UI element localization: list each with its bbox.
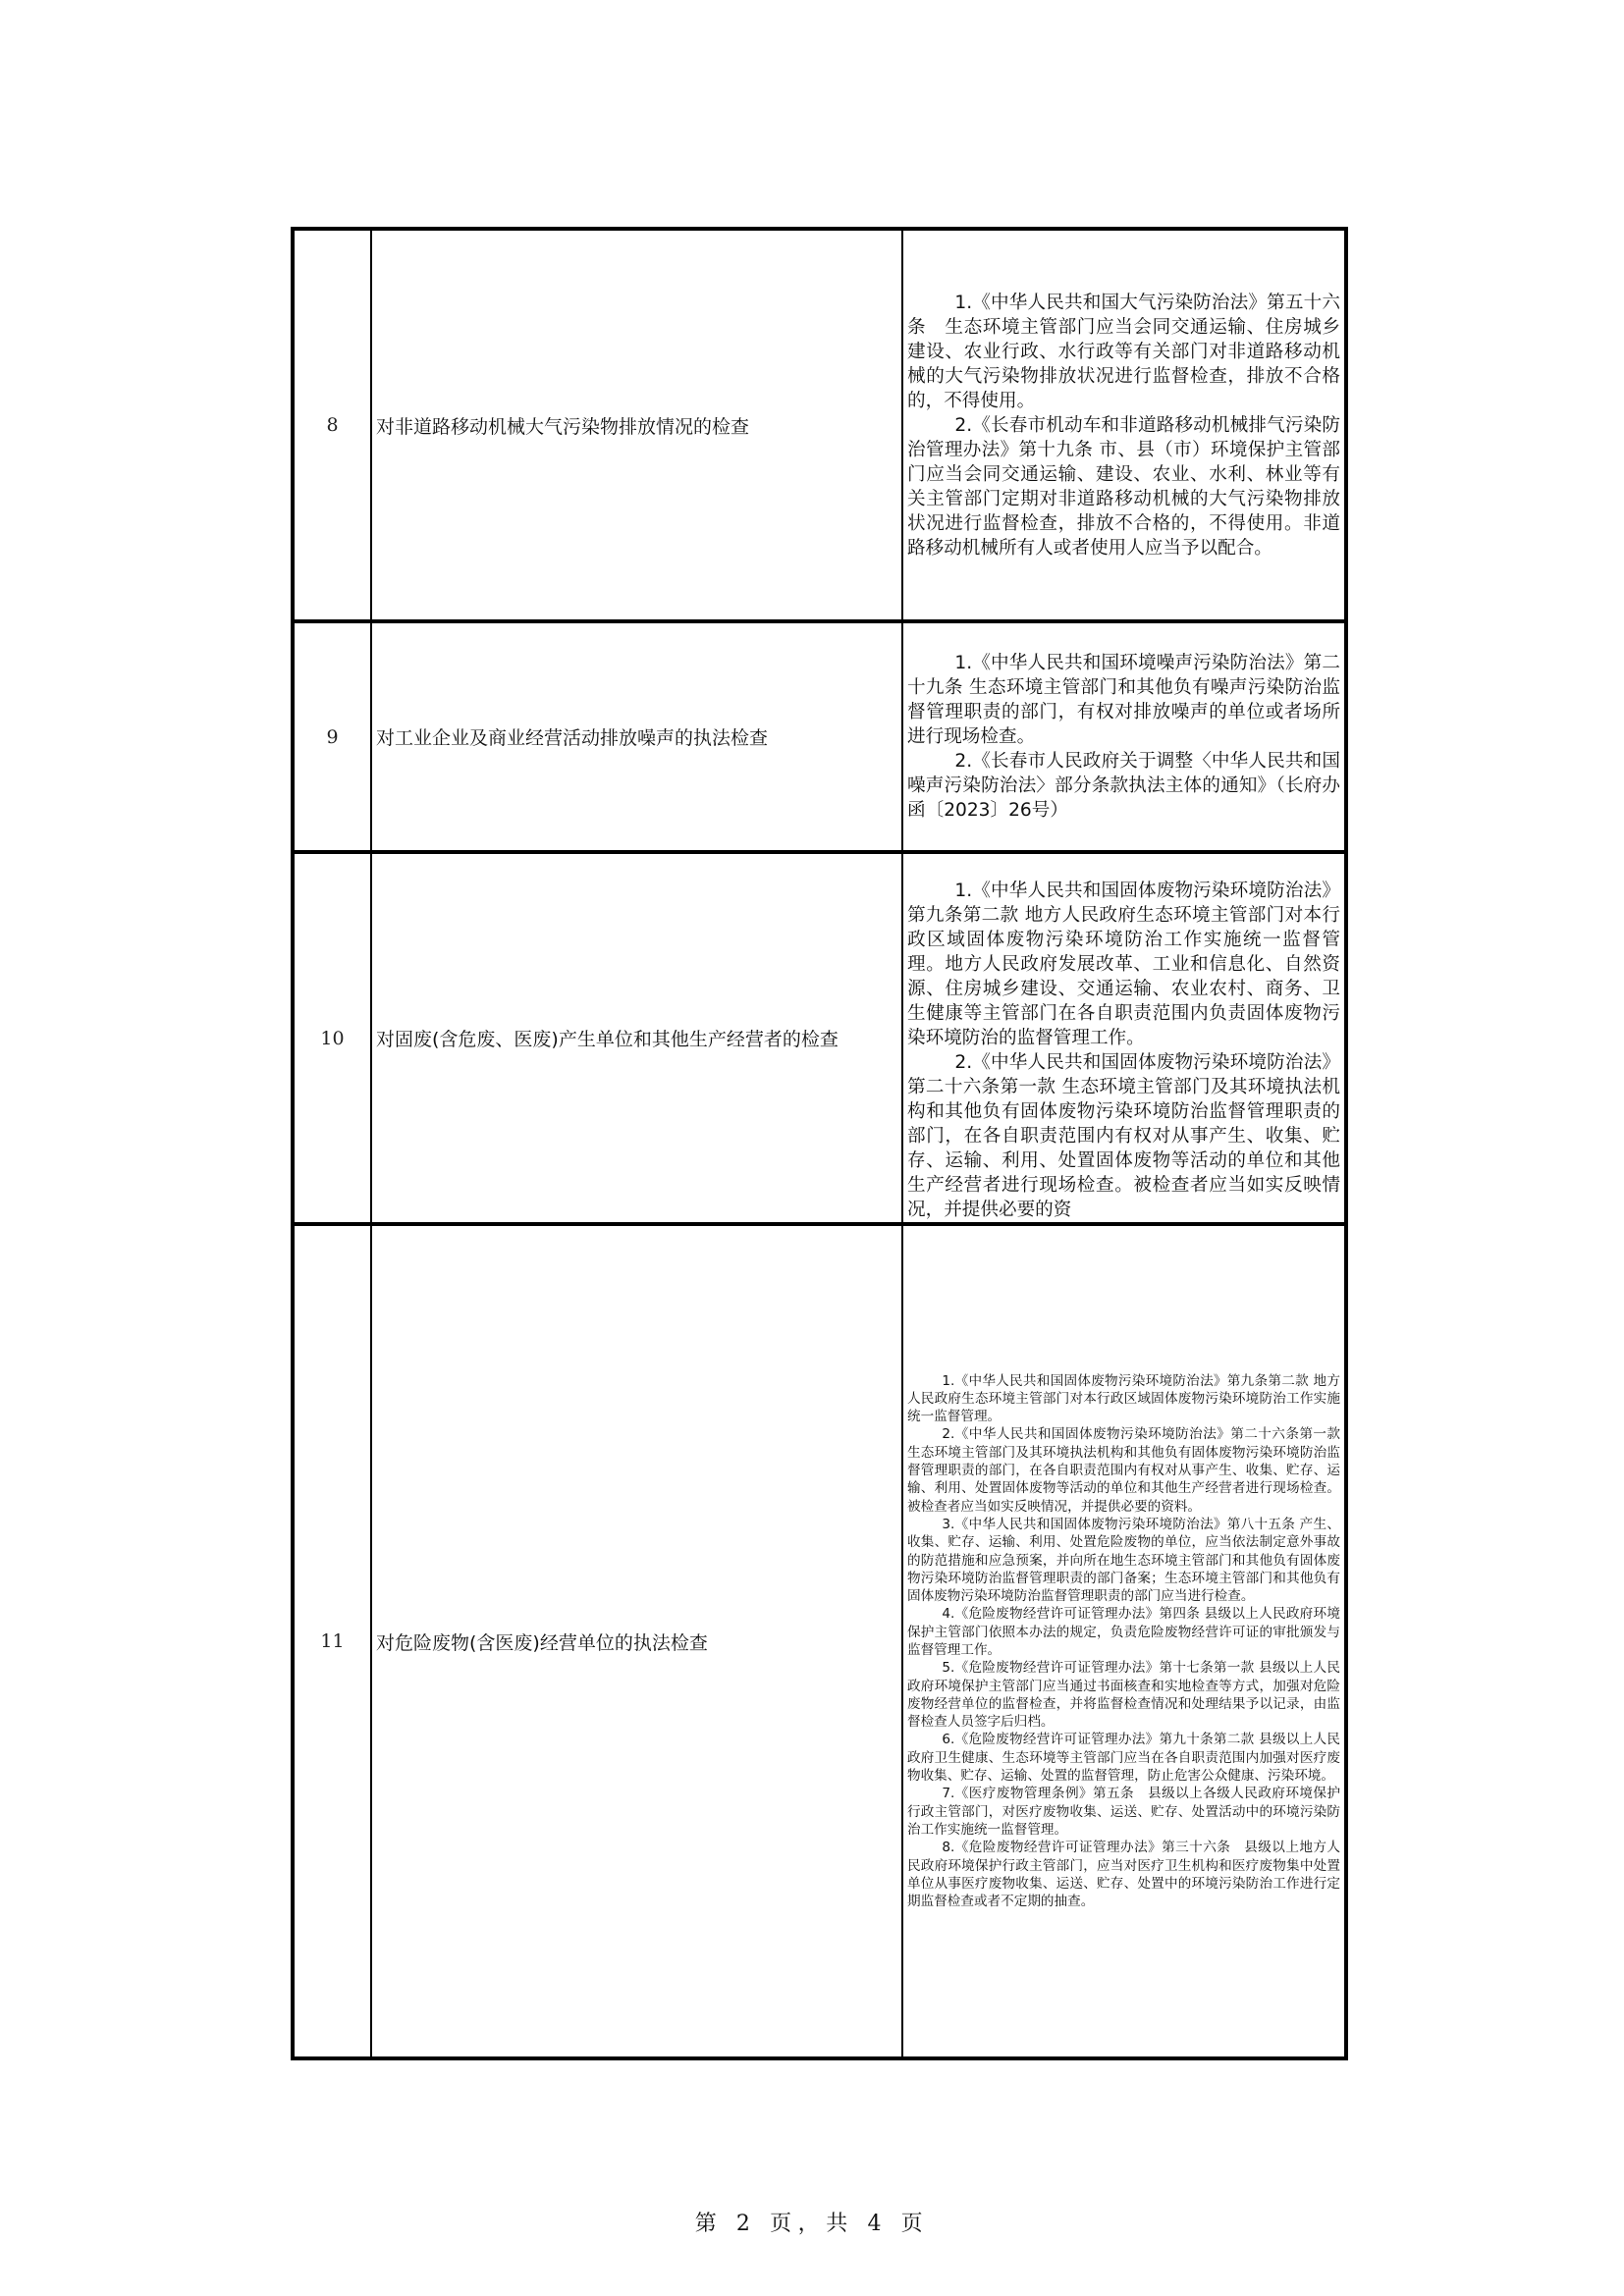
legal-basis-text (903, 291, 1344, 561)
inspection-item: 对危险废物(含医废)经营单位的执法检查 (371, 1224, 902, 2058)
legal-basis-clause: 2.《中华人民共和国固体废物污染环境防治法》第二十六条第一款 生态环境主管部门及其环境执法机构和其他负有固体废物污染环境防治监督管理职责的部门，在各自职责范围内有权对从事产生、收集、贮存、运输、利用、处置固体废物等活动的单位和其他生产经营者进行现场检查。被检查者应当如实反映情况，并提供必要的资 (907, 1052, 1340, 1220)
inspection-item: 对工业企业及商业经营活动排放噪声的执法检查 (371, 621, 902, 852)
legal-basis-clause: 1.《中华人民共和国固体废物污染环境防治法》第九条第二款 地方人民政府生态环境主管部门对本行政区域固体废物污染环境防治工作实施统一监督管理。地方人民政府发展改革、工业和信息化、自然资源、住房城乡建设、交通运输、农业农村、商务、卫生健康等主管部门在各自职责范围内负责固体废物污染环境防治的监督管理工作。 (907, 881, 1340, 1048)
row-number: 8 (293, 229, 371, 621)
legal-basis-text (903, 651, 1344, 823)
page-number-footer: 第 2 页，共 4 页 (694, 2212, 930, 2236)
row-number: 11 (293, 1224, 371, 2058)
legal-basis-text (903, 1372, 1344, 1911)
legal-basis-cell (902, 852, 1346, 1224)
legal-basis-clause: 2.《长春市人民政府关于调整〈中华人民共和国噪声污染防治法〉部分条款执法主体的通知》（长府办函〔2023〕26号） (907, 751, 1340, 821)
legal-basis-clause: 5.《危险废物经营许可证管理办法》第十七条第一款 县级以上人民政府环境保护主管部门应当通过书面核查和实地检查等方式，加强对危险废物经营单位的监督检查，并将监督检查情况和处理结果予以记录，由监督检查人员签字后归档。 (907, 1660, 1340, 1731)
legal-basis-cell (902, 621, 1346, 852)
legal-basis-text (903, 854, 1344, 1222)
legal-basis-clause: 1.《中华人民共和国大气污染防治法》第五十六条 生态环境主管部门应当会同交通运输、住房城乡建设、农业行政、水行政等有关部门对非道路移动机械的大气污染物排放状况进行监督检查，排放不合格的，不得使用。 (907, 292, 1340, 411)
table-row (293, 621, 1346, 852)
enforcement-items-table (291, 227, 1348, 2060)
table-row (293, 229, 1346, 621)
legal-basis-clause: 8.《危险废物经营许可证管理办法》第三十六条 县级以上地方人民政府环境保护行政主管部门，应当对医疗卫生机构和医疗废物集中处置单位从事医疗废物收集、运送、贮存、处置中的环境污染防治工作进行定期监督检查或者不定期的抽查。 (907, 1840, 1340, 1910)
table-row (293, 1224, 1346, 2058)
legal-basis-clause: 2.《中华人民共和国固体废物污染环境防治法》第二十六条第一款 生态环境主管部门及其环境执法机构和其他负有固体废物污染环境防治监督管理职责的部门，在各自职责范围内有权对从事产生、收集、贮存、运输、利用、处置固体废物等活动的单位和其他生产经营者进行现场检查。被检查者应当如实反映情况，并提供必要的资料。 (907, 1426, 1340, 1515)
legal-basis-clause: 2.《长春市机动车和非道路移动机械排气污染防治管理办法》第十九条 市、县（市）环境保护主管部门应当会同交通运输、建设、农业、水利、林业等有关主管部门定期对非道路移动机械的大气污染物排放状况进行监督检查，排放不合格的，不得使用。非道路移动机械所有人或者使用人应当予以配合。 (907, 414, 1340, 559)
inspection-item: 对非道路移动机械大气污染物排放情况的检查 (371, 229, 902, 621)
row-number: 9 (293, 621, 371, 852)
legal-basis-clause: 7.《医疗废物管理条例》第五条 县级以上各级人民政府环境保护行政主管部门，对医疗废物收集、运送、贮存、处置活动中的环境污染防治工作实施统一监督管理。 (907, 1786, 1340, 1838)
legal-basis-clause: 3.《中华人民共和国固体废物污染环境防治法》第八十五条 产生、收集、贮存、运输、利用、处置危险废物的单位，应当依法制定意外事故的防范措施和应急预案，并向所在地生态环境主管部门和其他负有固体废物污染环境防治监督管理职责的部门备案；生态环境主管部门和其他负有固体废物污染环境防治监督管理职责的部门应当进行检查。 (907, 1516, 1340, 1605)
legal-basis-cell (902, 1224, 1346, 2058)
legal-basis-cell (902, 229, 1346, 621)
inspection-item: 对固废(含危废、医废)产生单位和其他生产经营者的检查 (371, 852, 902, 1224)
table-row (293, 852, 1346, 1224)
legal-basis-clause: 4.《危险废物经营许可证管理办法》第四条 县级以上人民政府环境保护主管部门依照本办法的规定，负责危险废物经营许可证的审批颁发与监督管理工作。 (907, 1606, 1340, 1658)
legal-basis-clause: 1.《中华人民共和国固体废物污染环境防治法》第九条第二款 地方人民政府生态环境主管部门对本行政区域固体废物污染环境防治工作实施统一监督管理。 (907, 1372, 1340, 1425)
legal-basis-clause: 6.《危险废物经营许可证管理办法》第九十条第二款 县级以上人民政府卫生健康、生态环境等主管部门应当在各自职责范围内加强对医疗废物收集、贮存、运输、处置的监督管理，防止危害公众健康、污染环境。 (907, 1732, 1340, 1785)
row-number: 10 (293, 852, 371, 1224)
legal-basis-clause: 1.《中华人民共和国环境噪声污染防治法》第二十九条 生态环境主管部门和其他负有噪声污染防治监督管理职责的部门，有权对排放噪声的单位或者场所进行现场检查。 (907, 653, 1340, 747)
